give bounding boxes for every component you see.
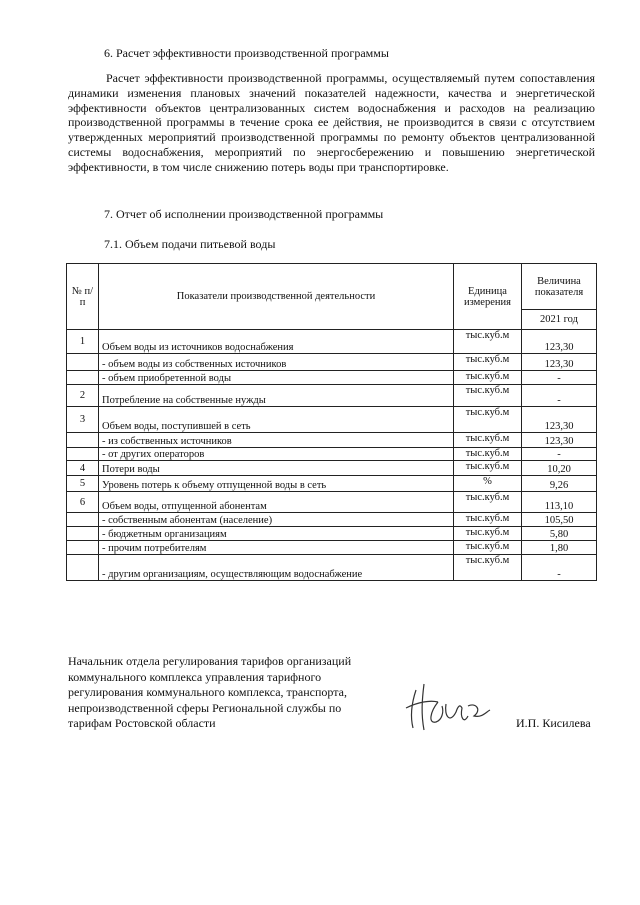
table-row [67, 461, 597, 476]
row-number: 4 [67, 461, 99, 476]
header-indicator: Показатели производственной деятельности [99, 264, 454, 330]
row-value: - [522, 371, 597, 385]
row-unit: тыс.куб.м [454, 354, 522, 371]
row-value: - [522, 385, 597, 407]
row-unit: тыс.куб.м [454, 385, 522, 407]
row-value: 123,30 [522, 407, 597, 433]
table-header-row [67, 264, 597, 310]
row-number [67, 448, 99, 461]
signature-line-2: коммунального комплекса управления тарифного [68, 669, 322, 684]
row-indicator: Потребление на собственные нужды [99, 385, 454, 407]
section-6-title: 6. Расчет эффективности производственной программы [104, 46, 389, 60]
section-7-1-title: 7.1. Объем подачи питьевой воды [104, 237, 276, 251]
row-indicator: Объем воды, поступившей в сеть [99, 407, 454, 433]
signature-line-4: непроизводственной сферы Региональной службы по [68, 700, 342, 715]
table-row [67, 492, 597, 513]
table-row [67, 330, 597, 354]
row-indicator: Объем воды из источников водоснабжения [99, 330, 454, 354]
signature-line-1: Начальник отдела регулирования тарифов организаций [68, 654, 352, 668]
section-6-paragraph: Расчет эффективности производственной программы, осуществляемый путем сопоставления динамики изменения плановых значений показателей надежности, качества и энергетической эффективности объектов централизованных систем водоснабжения и расходов на реализацию производственной программы в течение срока ее действия, не производится в связи с отсутствием утвержденных мероприятий производственной программы по ремонту объектов централизованной системы водоснабжения, мероприятий по энергосбережению и повышению энергетической эффективности, в том числе снижению потерь воды при транспортировке. [68, 71, 595, 174]
row-unit: тыс.куб.м [454, 513, 522, 527]
header-number: № п/п [67, 264, 99, 330]
row-value: 113,10 [522, 492, 597, 513]
row-number [67, 513, 99, 527]
row-number [67, 371, 99, 385]
table-row [67, 555, 597, 581]
row-unit: % [454, 476, 522, 492]
row-indicator: - собственным абонентам (население) [99, 513, 454, 527]
row-value: 9,26 [522, 476, 597, 492]
table-row [67, 476, 597, 492]
row-unit: тыс.куб.м [454, 407, 522, 433]
header-year: 2021 год [522, 310, 597, 330]
signer-name: И.П. Кисилева [516, 716, 591, 730]
row-unit: тыс.куб.м [454, 461, 522, 476]
table-row [67, 354, 597, 371]
row-unit: тыс.куб.м [454, 541, 522, 555]
row-unit: тыс.куб.м [454, 371, 522, 385]
section-7-title: 7. Отчет об исполнении производственной программы [104, 207, 384, 221]
row-value: 105,50 [522, 513, 597, 527]
row-number [67, 433, 99, 448]
row-indicator: - от других операторов [99, 448, 454, 461]
signature-line-3: регулирования коммунального комплекса, транспорта, [68, 685, 347, 699]
row-number [67, 527, 99, 541]
row-value: - [522, 448, 597, 461]
table-row [67, 371, 597, 385]
row-value: 5,80 [522, 527, 597, 541]
table-row [67, 527, 597, 541]
row-number: 1 [67, 330, 99, 354]
row-number [67, 555, 99, 581]
table-row [67, 433, 597, 448]
row-number: 2 [67, 385, 99, 407]
table-body [67, 330, 597, 581]
row-indicator: - бюджетным организациям [99, 527, 454, 541]
signature-block [68, 654, 351, 732]
water-supply-table [66, 263, 597, 581]
row-indicator: Объем воды, отпущенной абонентам [99, 492, 454, 513]
row-unit: тыс.куб.м [454, 330, 522, 354]
row-number: 5 [67, 476, 99, 492]
signature-line-5: тарифам Ростовской области [68, 716, 216, 730]
row-value: 10,20 [522, 461, 597, 476]
row-indicator: - объем воды из собственных источников [99, 354, 454, 371]
row-value: 1,80 [522, 541, 597, 555]
table-row [67, 541, 597, 555]
row-number: 3 [67, 407, 99, 433]
table-row [67, 385, 597, 407]
row-value: 123,30 [522, 354, 597, 371]
row-number: 6 [67, 492, 99, 513]
header-value: Величина показателя [522, 264, 597, 310]
row-indicator: - объем приобретенной воды [99, 371, 454, 385]
row-indicator: Потери воды [99, 461, 454, 476]
table-row [67, 448, 597, 461]
table-row [67, 407, 597, 433]
table-row [67, 513, 597, 527]
row-unit: тыс.куб.м [454, 527, 522, 541]
handwritten-signature [398, 672, 498, 738]
row-indicator: Уровень потерь к объему отпущенной воды в сеть [99, 476, 454, 492]
row-unit: тыс.куб.м [454, 555, 522, 581]
row-indicator: - прочим потребителям [99, 541, 454, 555]
row-unit: тыс.куб.м [454, 433, 522, 448]
row-value: - [522, 555, 597, 581]
row-unit: тыс.куб.м [454, 448, 522, 461]
row-unit: тыс.куб.м [454, 492, 522, 513]
row-value: 123,30 [522, 433, 597, 448]
row-indicator: - из собственных источников [99, 433, 454, 448]
row-number [67, 541, 99, 555]
row-number [67, 354, 99, 371]
row-value: 123,30 [522, 330, 597, 354]
header-unit: Единица измерения [454, 264, 522, 330]
row-indicator: - другим организациям, осуществляющим водоснабжение [99, 555, 454, 581]
